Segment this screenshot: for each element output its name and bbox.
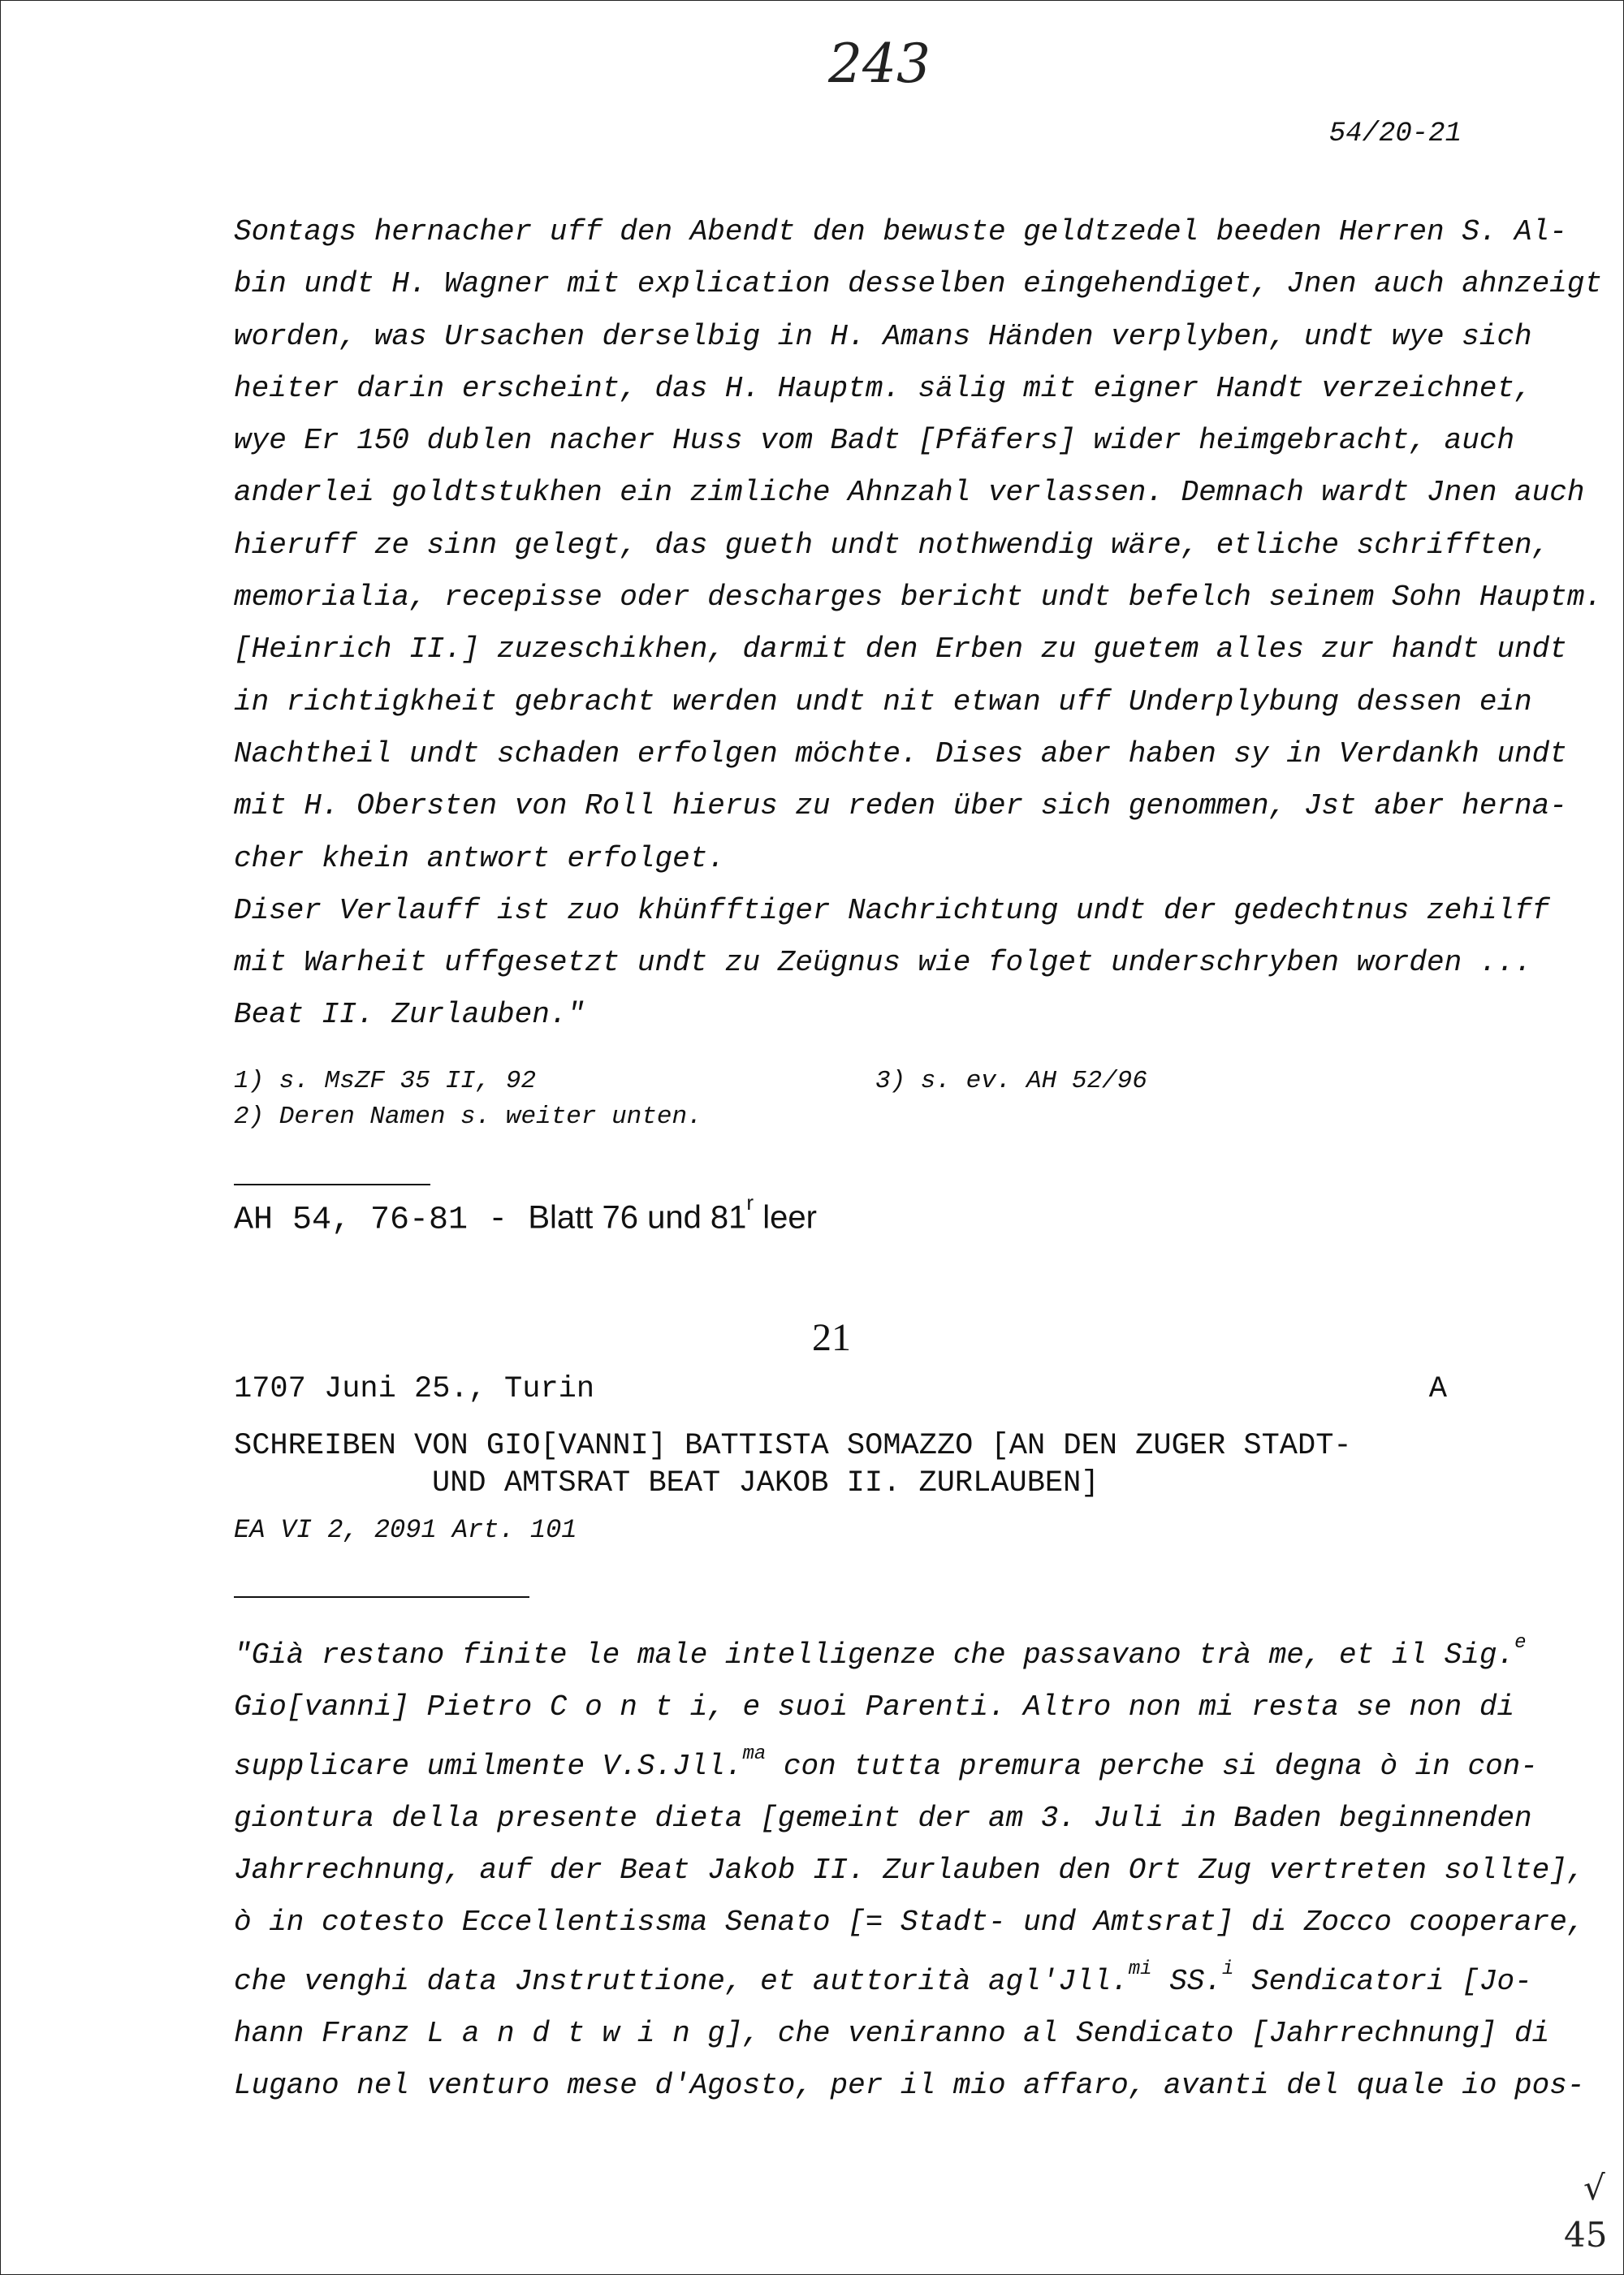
text-line: anderlei goldtstukhen ein zimliche Ahnzahl verlassen. Demnach wardt Jnen auch (234, 476, 1585, 510)
text-line: Gio[vanni] Pietro C o n t i, e suoi Parenti. Altro non mi resta se non di (234, 1690, 1515, 1724)
text-line: in richtigkheit gebracht werden undt nit etwan uff Underplybung dessen ein (234, 684, 1532, 719)
document-number: 21 (812, 1316, 851, 1359)
text-line: hann Franz L a n d t w i n g], che veniranno al Sendicato [Jahrrechnung] di (234, 2017, 1550, 2050)
text-line (234, 1733, 1549, 1793)
superscript: mi (1128, 1958, 1152, 1980)
quoted-german-text (234, 206, 1603, 1042)
separator-dash: - (488, 1202, 508, 1239)
footnote-row (234, 1064, 1147, 1099)
section-divider (234, 1596, 529, 1598)
footnotes (234, 1064, 1147, 1135)
text-line: mit H. Obersten von Roll hierus zu reden über sich genommen, Jst aber herna- (234, 789, 1567, 823)
text-line: cher khein antwort erfolget. (234, 841, 725, 875)
text-line: Diser Verlauff ist zuo khünfftiger Nachrichtung undt der gedechtnus zehilff (234, 893, 1550, 927)
text-span: SS. (1151, 1965, 1223, 1998)
superscript: ma (742, 1743, 767, 1765)
source-citation: EA VI 2, 2091 Art. 101 (234, 1515, 577, 1545)
text-line: memorialia, recepisse oder descharges bericht undt befelch seinem Sohn Hauptm. (234, 581, 1603, 615)
text-line: mit Warheit uffgesetzt undt zu Zeügnus wie folget underschryben worden ... (234, 946, 1532, 980)
superscript: i (1222, 1958, 1234, 1980)
folio-number: 243 (828, 32, 931, 95)
text-line (234, 1949, 1549, 2008)
archive-ref: AH 54, 76-81 (234, 1202, 469, 1239)
text-line: Beat II. Zurlauben." (234, 998, 585, 1032)
footnote-1: 1) s. MsZF 35 II, 92 (234, 1067, 537, 1095)
title-line-1: SCHREIBEN VON GIO[VANNI] BATTISTA SOMAZZO [AN DEN ZUGER STADT- (234, 1429, 1352, 1463)
text-span: "Già restano finite le male intelligenze che passavano trà me, et il Sig. (234, 1638, 1515, 1672)
date-place: 1707 Juni 25., Turin (234, 1372, 595, 1406)
text-line: worden, was Ursachen derselbig in H. Amans Händen verplyben, undt wye sich (234, 319, 1532, 353)
text-line (234, 1622, 1549, 1681)
text-line: heiter darin erscheint, das H. Hauptm. sälig mit eigner Handt verzeichnet, (234, 371, 1532, 405)
text-line: Nachtheil undt schaden erfolgen möchte. Dises aber haben sy in Verdankh undt (234, 736, 1567, 771)
check-mark: √ (1583, 2168, 1605, 2208)
text-line: Lugano nel venturo mese d'Agosto, per il mio affaro, avanti del quale io pos- (234, 2069, 1585, 2102)
document-title (234, 1427, 1352, 1502)
recto-mark: r (746, 1190, 754, 1215)
quoted-italian-text (234, 1622, 1585, 2112)
text-line: giontura della presente dieta [gemeint der am 3. Juli in Baden beginnenden (234, 1802, 1532, 1835)
superscript: e (1514, 1632, 1527, 1654)
text-line: bin undt H. Wagner mit explication desselben eingehendiget, Jnen auch ahnzeigt (234, 267, 1603, 301)
text-line: wye Er 150 dublen nacher Huss vom Badt [Pfäfers] wider heimgebracht, auch (234, 424, 1515, 458)
text-line: Jahrrechnung, auf der Beat Jakob II. Zurlauben den Ort Zug vertreten sollte], (234, 1854, 1585, 1887)
text-span: supplicare umilmente V.S.Jll. (234, 1750, 743, 1783)
footnote-2: 2) Deren Namen s. weiter unten. (234, 1103, 702, 1131)
footnote-3: 3) s. ev. AH 52/96 (875, 1067, 1147, 1095)
text-span: Sendicatori [Jo- (1233, 1965, 1532, 1998)
letter-code: A (1428, 1372, 1447, 1406)
document-reference: 54/20-21 (1328, 119, 1462, 149)
text-line: hieruff ze sinn gelegt, das gueth undt nothwendig wäre, etliche schrifften, (234, 528, 1550, 562)
title-line-2: UND AMTSRAT BEAT JAKOB II. ZURLAUBEN] (432, 1466, 1099, 1500)
text-span: che venghi data Jnstruttione, et auttorità agl'Jll. (234, 1965, 1129, 1998)
text-line: ò in cotesto Eccellentissma Senato [= Stadt- und Amtsrat] di Zocco cooperare, (234, 1906, 1585, 1939)
leaf-status: leer (762, 1199, 817, 1236)
text-line: Sontags hernacher uff den Abendt den bewuste geldtzedel beeden Herren S. Al- (234, 215, 1567, 248)
text-line: [Heinrich II.] zuzeschikhen, darmit den Erben zu guetem alles zur handt undt (234, 632, 1567, 667)
margin-page-number: 45 (1564, 2215, 1608, 2255)
leaf-info: Blatt 76 und 81 (528, 1199, 747, 1236)
archive-reference-line (234, 1190, 817, 1239)
text-span: con tutta premura perche si degna ò in con- (766, 1750, 1538, 1783)
section-divider (234, 1184, 430, 1185)
